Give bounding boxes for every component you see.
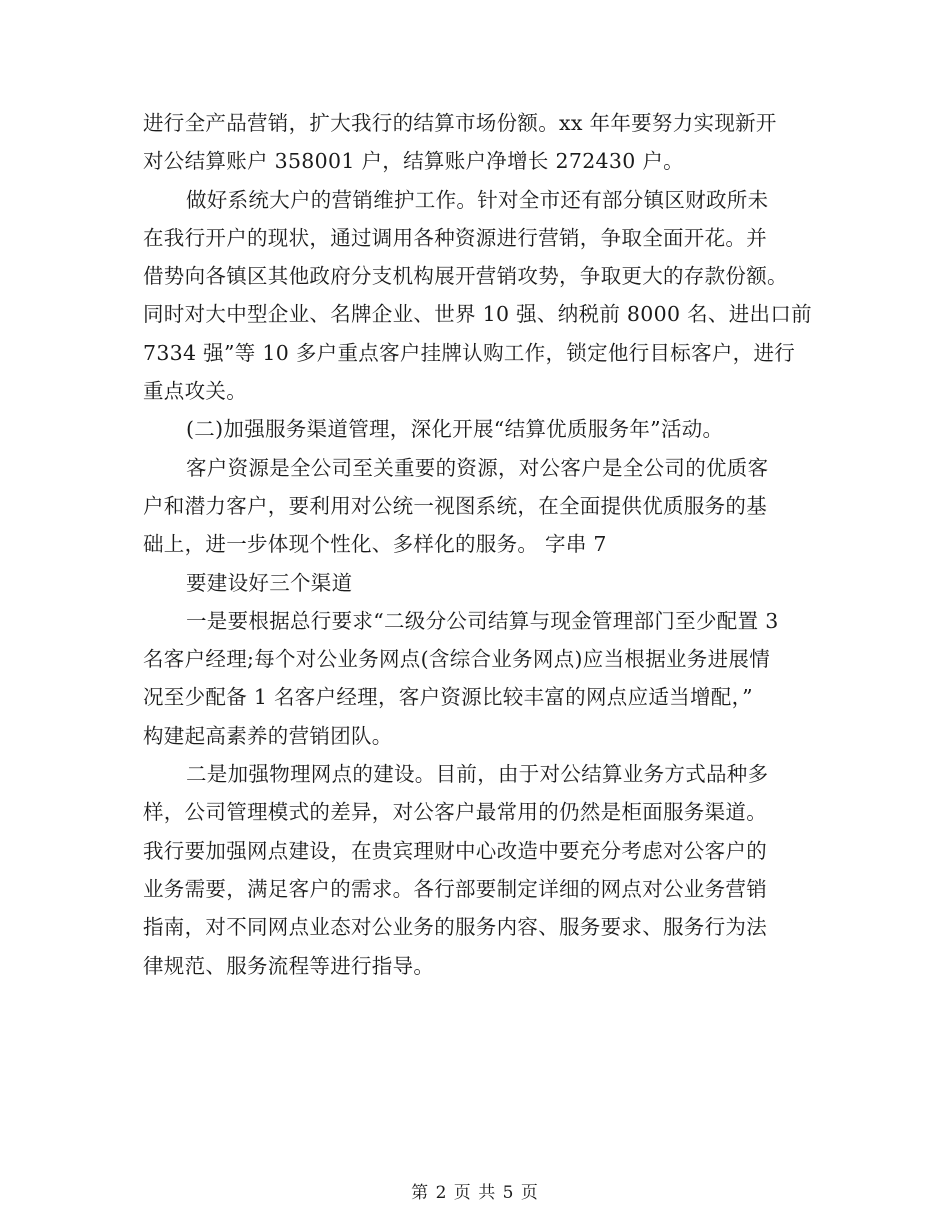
text-line: 借势向各镇区其他政府分支机构展开营销攻势，争取更大的存款份额。 — [143, 264, 788, 289]
paragraph-channel-one — [143, 602, 823, 755]
text-line: 对公结算账户 358001 户，结算账户净增长 272430 户。 — [143, 149, 684, 174]
text-line: 我行要加强网点建设，在贵宾理财中心改造中要充分考虑对公客户的 — [143, 838, 767, 863]
text-line: 业务需要，满足客户的需求。各行部要制定详细的网点对公业务营销 — [143, 876, 767, 901]
paragraph-customer-resources — [143, 449, 823, 564]
text-line: 名客户经理;每个对公业务网点(含综合业务网点)应当根据业务进展情 — [143, 647, 771, 672]
section-heading-service-channels — [143, 410, 823, 448]
text-line: 律规范、服务流程等进行指导。 — [143, 953, 435, 978]
page-number-footer: 第 2 页 共 5 页 — [411, 1183, 539, 1203]
paragraph-key-customers — [143, 181, 823, 411]
text-line: 同时对大中型企业、名牌企业、世界 10 强、纳税前 8000 名、进出口前 — [143, 302, 812, 327]
text-line: 客户资源是全公司至关重要的资源，对公客户是全公司的优质客 — [186, 455, 769, 480]
document-body — [143, 104, 823, 985]
text-line: 样，公司管理模式的差异，对公客户最常用的仍然是柜面服务渠道。 — [143, 800, 767, 825]
text-line: 户和潜力客户，要利用对公统一视图系统，在全面提供优质服务的基 — [143, 493, 767, 518]
text-line: 7334 强”等 10 多户重点客户挂牌认购工作，锁定他行目标客户，进行 — [143, 340, 796, 365]
paragraph-channel-two — [143, 755, 823, 985]
text-line: 二是加强物理网点的建设。目前，由于对公结算业务方式品种多 — [186, 762, 769, 787]
text-line: 重点攻关。 — [143, 379, 247, 404]
text-line: 在我行开户的现状，通过调用各种资源进行营销，争取全面开花。并 — [143, 225, 767, 250]
text-line: 指南，对不同网点业态对公业务的服务内容、服务要求、服务行为法 — [143, 915, 767, 940]
paragraph-account-targets — [143, 104, 823, 181]
text-line: 一是要根据总行要求“二级分公司结算与现金管理部门至少配置 3 — [186, 608, 779, 633]
text-line: 况至少配备 1 名客户经理，客户资源比较丰富的网点应适当增配，” — [143, 685, 753, 710]
text-line: 构建起高素养的营销团队。 — [143, 723, 393, 748]
text-line: 础上，进一步体现个性化、多样化的服务。 字串 7 — [143, 532, 607, 557]
text-line: 做好系统大户的营销维护工作。针对全市还有部分镇区财政所未 — [186, 187, 769, 212]
text-line: (二)加强服务渠道管理，深化开展“结算优质服务年”活动。 — [186, 417, 724, 442]
paragraph-three-channels — [143, 564, 823, 602]
text-line: 要建设好三个渠道 — [186, 570, 353, 595]
text-line: 进行全产品营销，扩大我行的结算市场份额。xx 年年要努力实现新开 — [143, 111, 777, 135]
